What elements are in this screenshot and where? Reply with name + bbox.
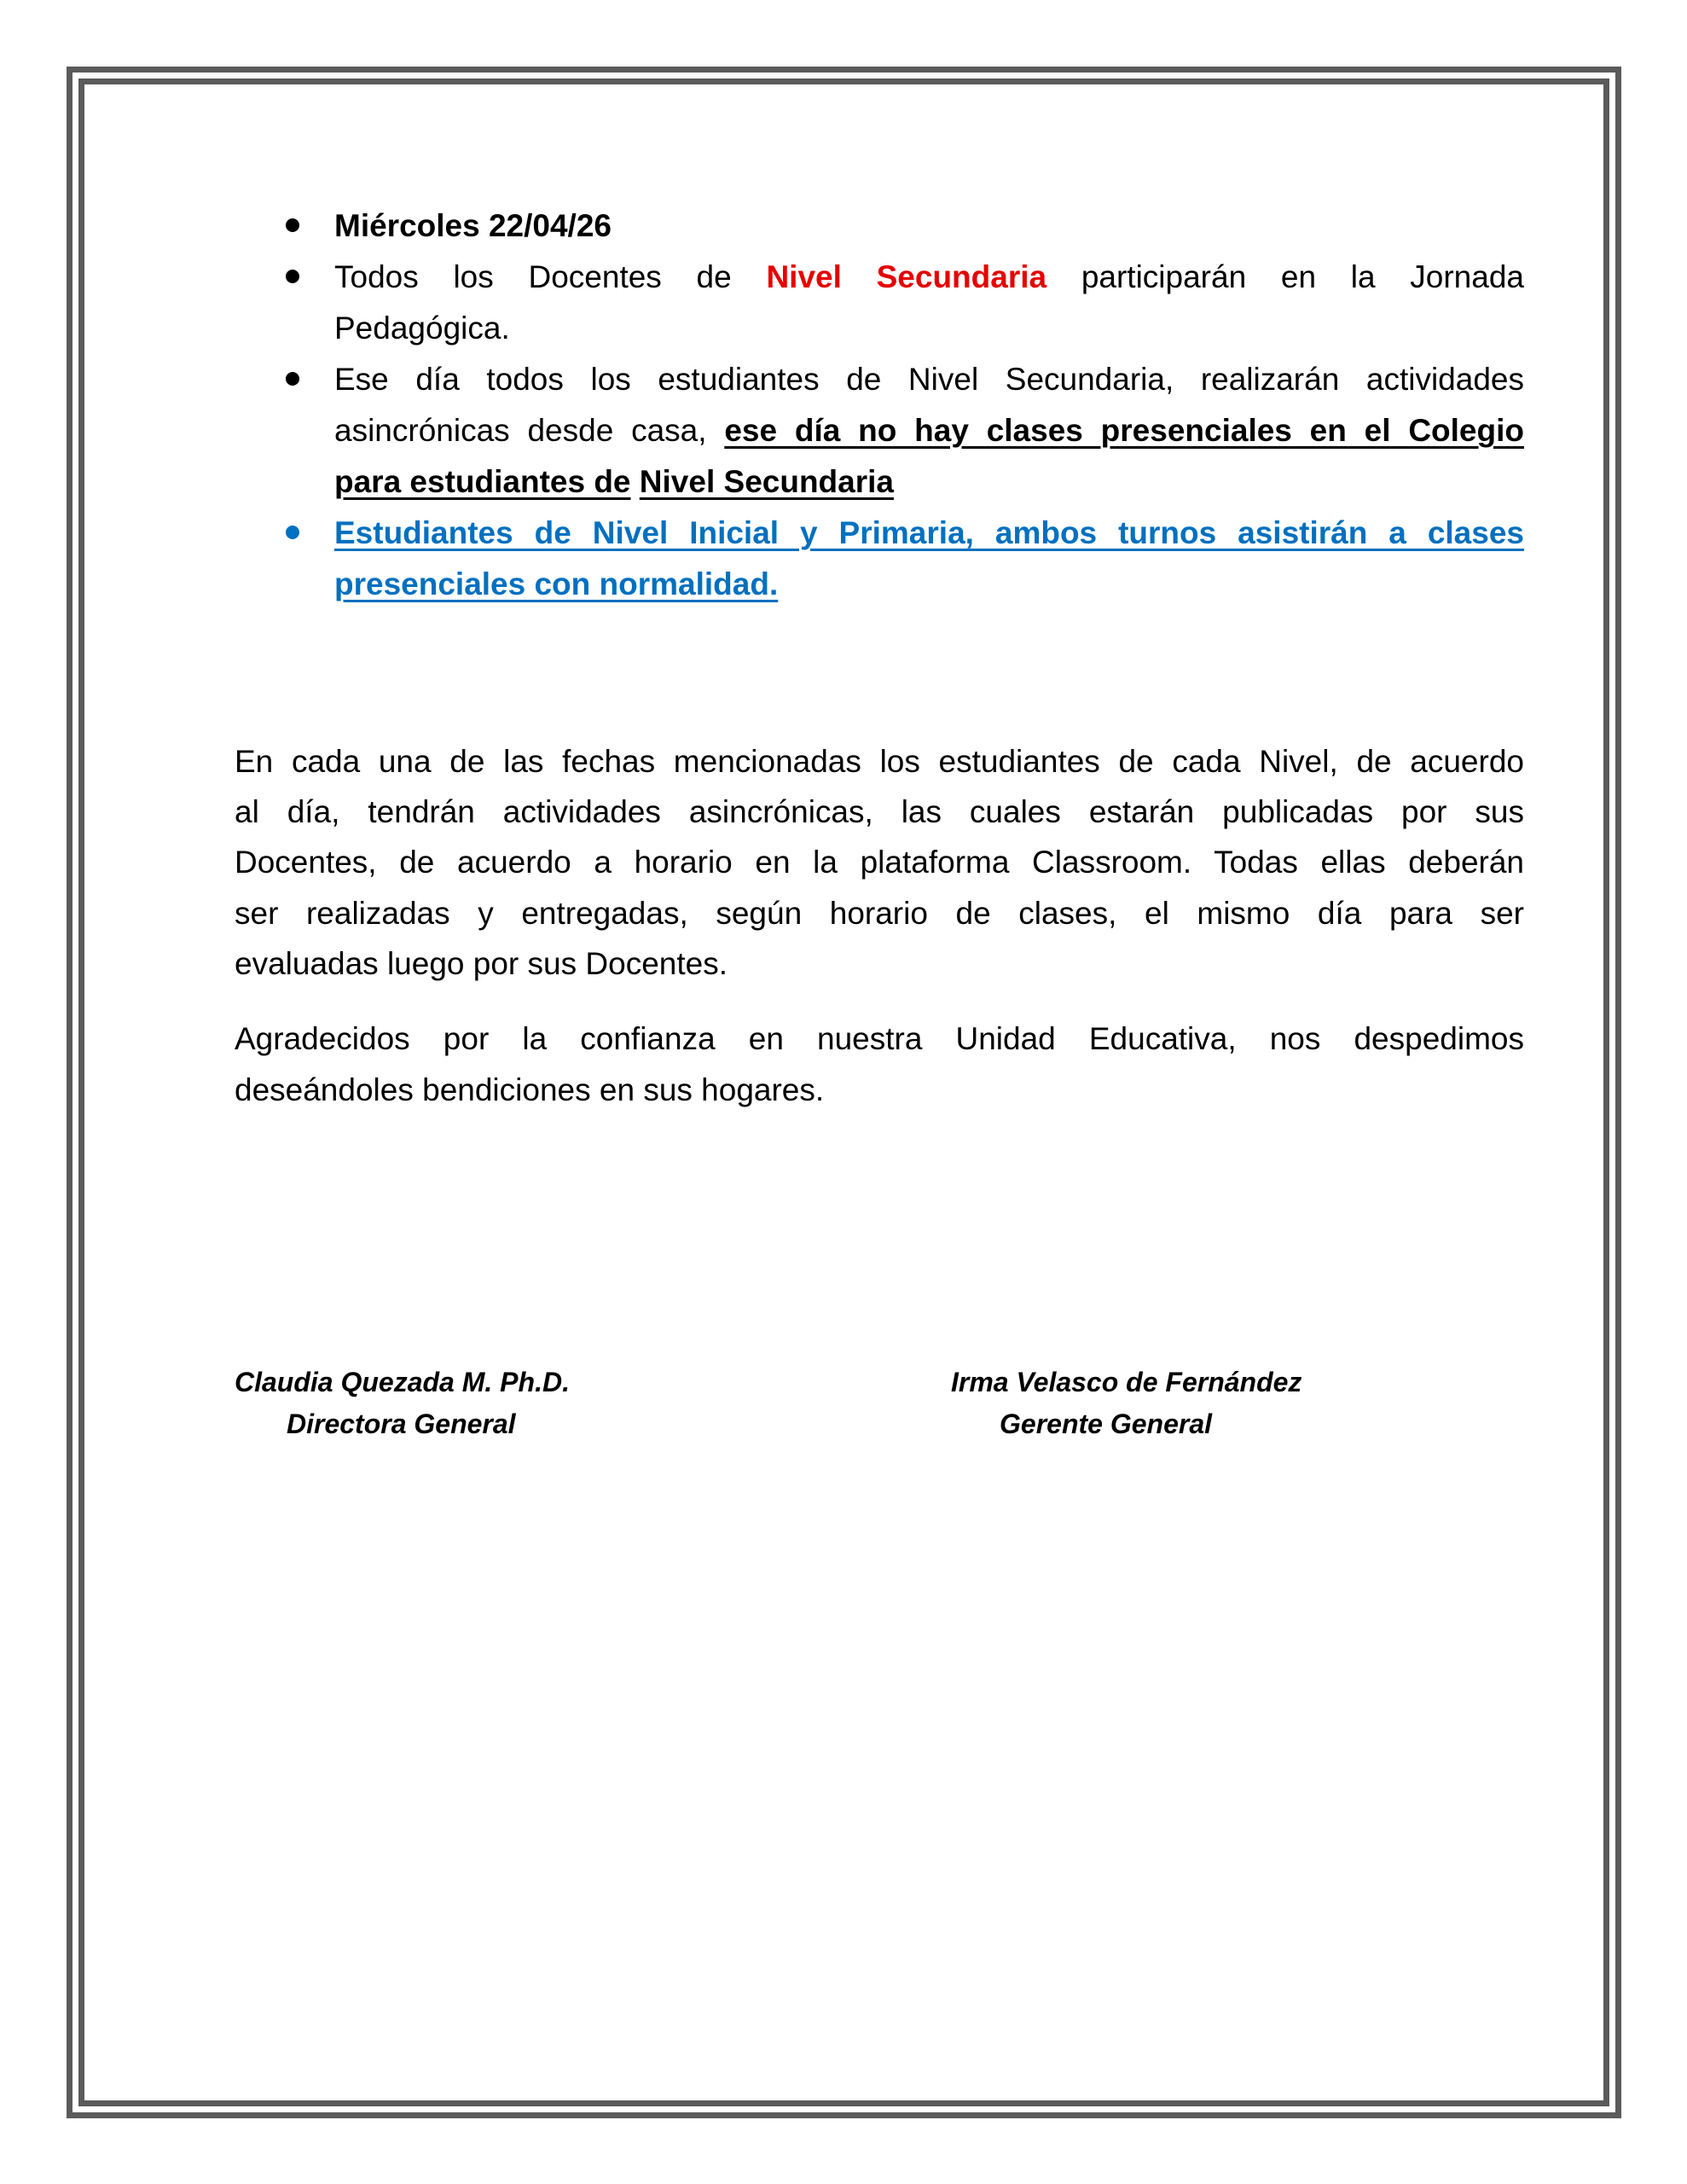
bullet-icon	[286, 372, 299, 386]
signature-title: Directora General	[287, 1409, 516, 1439]
text-segment: Pedagógica.	[334, 311, 510, 346]
bullet-students-line-1	[334, 358, 1524, 401]
date-heading: Miércoles 22/04/26	[334, 208, 612, 243]
paragraph-line: Agradecidos por la confianza en nuestra Unidad Educativa, nos despedimos	[235, 1021, 1524, 1056]
paragraph-line: En cada una de las fechas mencionadas los estudiantes de cada Nivel, de acuerdo	[235, 744, 1524, 779]
paragraph-line: al día, tendrán actividades asincrónicas, las cuales estarán publicadas por sus	[235, 794, 1524, 829]
paragraph-line: evaluadas luego por sus Docentes.	[235, 946, 728, 981]
text-segment: participarán en la Jornada	[1081, 259, 1524, 294]
no-classes-notice-cont: para estudiantes de	[334, 464, 631, 499]
highlight-nivel-secundaria: Nivel Secundaria	[766, 259, 1047, 294]
bullet-students-line-3	[334, 461, 1524, 503]
bullet-inicial-primaria-line-2	[334, 563, 1524, 606]
bullet-students-line-2	[334, 410, 1524, 452]
signature-title: Gerente General	[1000, 1409, 1212, 1439]
paragraph-line: Docentes, de acuerdo a horario en la plataforma Classroom. Todas ellas deberán	[235, 845, 1524, 880]
bullet-teachers-line-2	[334, 307, 1524, 350]
bullet-icon	[286, 526, 299, 539]
text-segment: Todos los Docentes de	[334, 259, 732, 294]
signature-name: Claudia Quezada M. Ph.D.	[235, 1367, 570, 1397]
bullet-inicial-primaria-line-1	[334, 512, 1524, 555]
no-classes-notice: ese día no hay clases presenciales en el Colegio	[724, 413, 1524, 448]
nivel-secundaria-underlined: Nivel Secundaria	[639, 464, 894, 499]
bullet-icon	[286, 270, 299, 283]
bullet-date-line	[334, 205, 1524, 247]
bullet-teachers-line-1	[334, 256, 1524, 299]
bullet-icon	[286, 218, 299, 232]
text-segment: Ese día todos los estudiantes de Nivel Secundaria, realizarán actividades	[334, 362, 1524, 397]
inicial-primaria-notice-cont: presenciales con normalidad.	[334, 566, 779, 601]
paragraph-line: deseándoles bendiciones en sus hogares.	[235, 1072, 825, 1107]
text-segment: asincrónicas desde casa,	[334, 413, 707, 448]
paragraph-line: ser realizadas y entregadas, según horario de clases, el mismo día para ser	[235, 896, 1524, 931]
inicial-primaria-notice: Estudiantes de Nivel Inicial y Primaria, ambos turnos asistirán a clases	[334, 515, 1524, 550]
signature-name: Irma Velasco de Fernández	[951, 1367, 1302, 1397]
